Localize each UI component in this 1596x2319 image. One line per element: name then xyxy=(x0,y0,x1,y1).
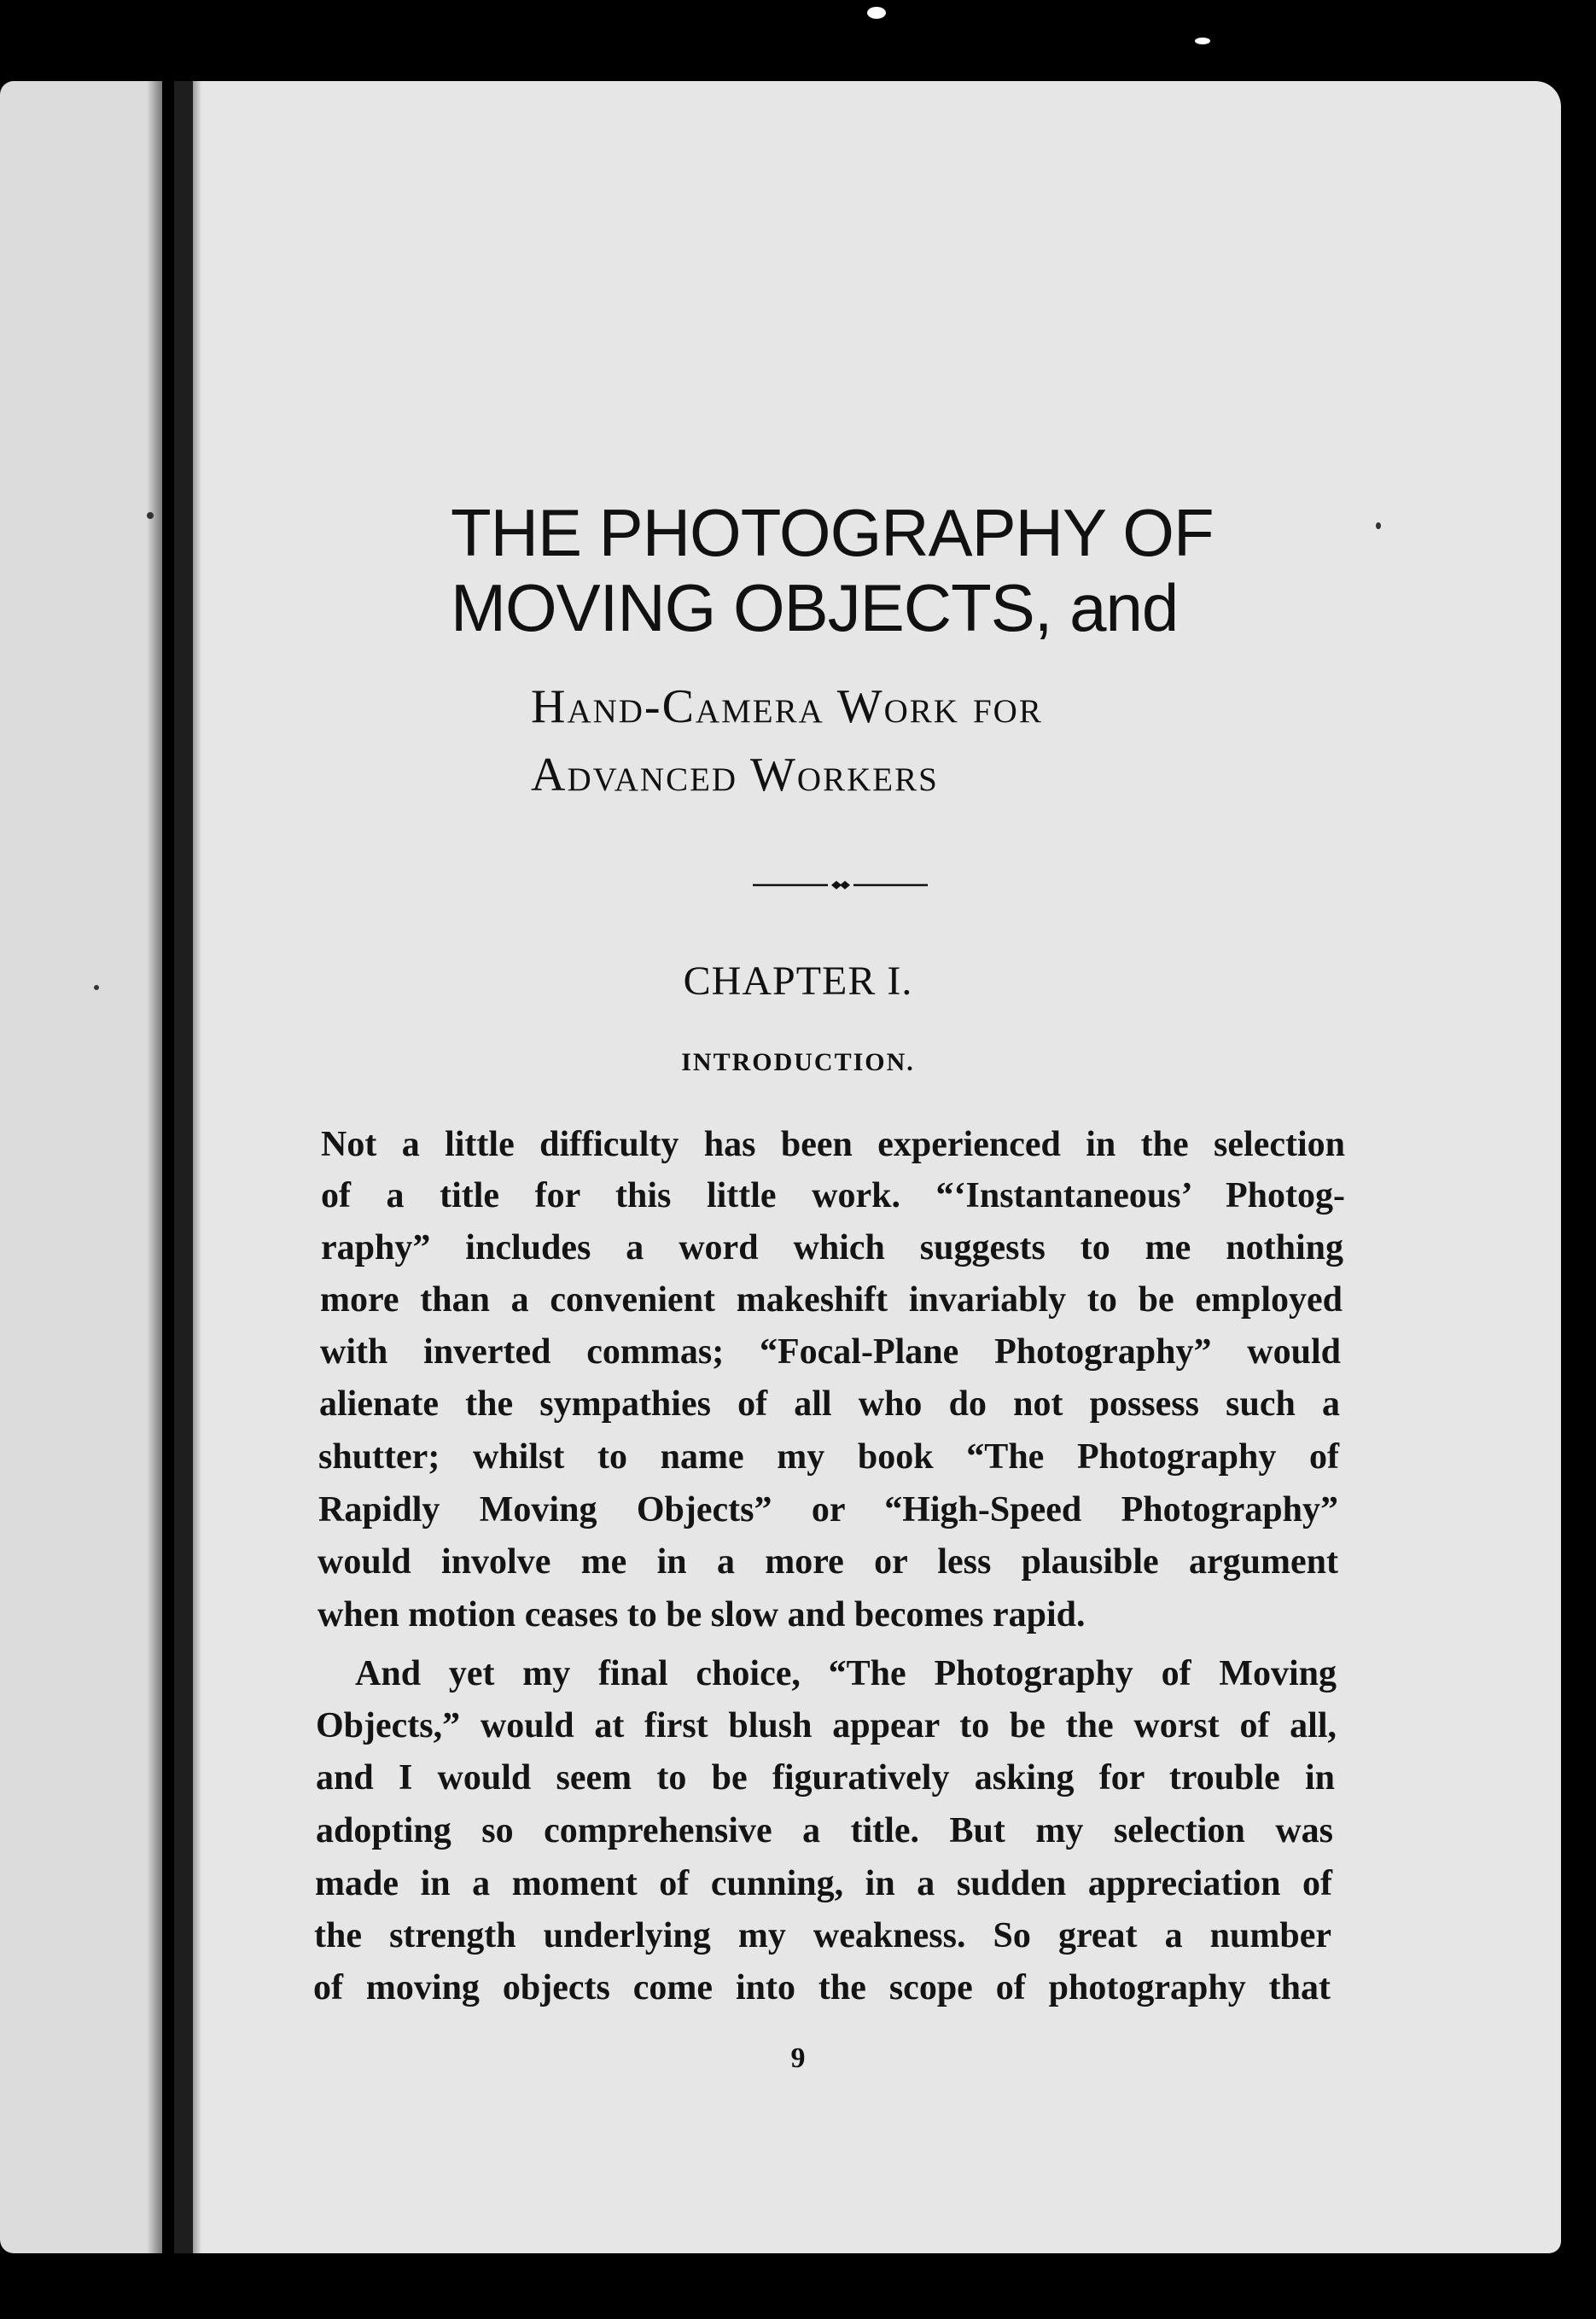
book-spine xyxy=(174,81,193,2253)
facing-page-edge xyxy=(0,81,162,2253)
scan-speck xyxy=(867,7,886,19)
body-text-line: raphy” includes a word which suggests to me nothing xyxy=(321,1228,1343,1267)
book-title-line-2: MOVING OBJECTS, and xyxy=(451,570,1179,645)
body-text-line: of a title for this little work. “‘Instantaneous’ Photog- xyxy=(321,1176,1345,1215)
body-text-line: the strength underlying my weakness. So great a number xyxy=(314,1916,1331,1955)
book-subtitle-line-2: Advanced Workers xyxy=(531,749,939,801)
spine-shadow xyxy=(193,81,201,2253)
body-text-line: and I would seem to be figuratively asking for trouble in xyxy=(316,1758,1335,1798)
page-gutter-shadow xyxy=(147,81,162,2253)
body-text-line: And yet my final choice, “The Photography of Moving xyxy=(355,1654,1337,1693)
body-text-line: would involve me in a more or less plausible argument xyxy=(317,1542,1338,1582)
body-text-line: alienate the sympathies of all who do not possess such a xyxy=(319,1384,1340,1424)
body-text-line: Rapidly Moving Objects” or “High-Speed Photography” xyxy=(318,1490,1338,1529)
section-heading: INTRODUCTION. xyxy=(681,1048,915,1076)
book-title-line-1: THE PHOTOGRAPHY OF xyxy=(451,495,1214,570)
body-text-line: when motion ceases to be slow and becomes rapid. xyxy=(317,1595,1086,1634)
body-text-line: more than a convenient makeshift invariably to be employed xyxy=(320,1280,1343,1320)
body-text-line: of moving objects come into the scope of photography that xyxy=(313,1968,1331,2007)
body-text-line: adopting so comprehensive a title. But my selection was xyxy=(316,1811,1333,1850)
body-text-line: Not a little difficulty has been experienced in the selection xyxy=(321,1125,1345,1164)
page-number: 9 xyxy=(790,2042,806,2074)
body-text-line: with inverted commas; “Focal-Plane Photography” would xyxy=(320,1332,1341,1372)
chapter-heading: CHAPTER I. xyxy=(683,958,913,1004)
body-text-line: made in a moment of cunning, in a sudden appreciation of xyxy=(315,1864,1332,1903)
ornamental-rule xyxy=(753,879,928,891)
scan-dot xyxy=(147,512,154,519)
body-text-line: Objects,” would at first blush appear to be the worst of all, xyxy=(316,1706,1337,1745)
body-text-line: shutter; whilst to name my book “The Photography of xyxy=(318,1437,1339,1477)
book-subtitle-line-1: Hand-Camera Work for xyxy=(531,680,1043,733)
scan-dot xyxy=(1376,522,1381,529)
scan-speck xyxy=(1195,38,1210,44)
